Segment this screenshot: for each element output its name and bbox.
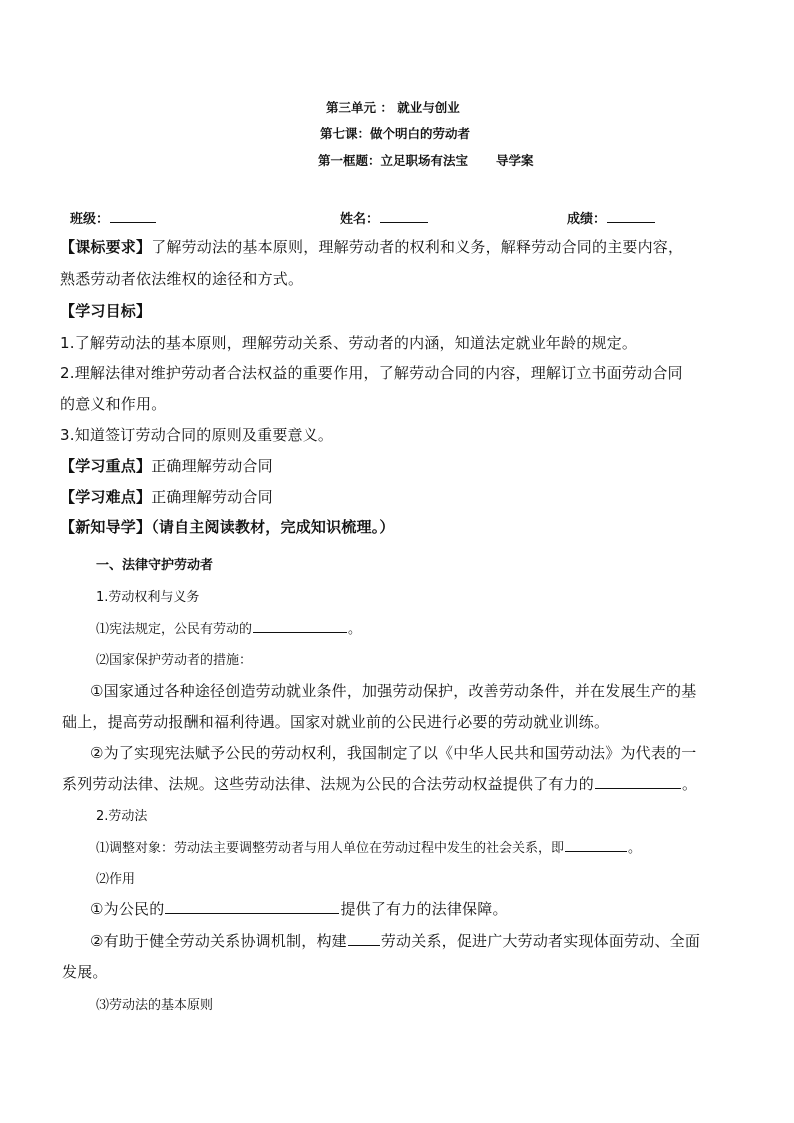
- goals-label: 【学习目标】: [60, 302, 152, 320]
- score-blank[interactable]: [607, 208, 655, 223]
- item-function: ⑵作用: [96, 872, 136, 887]
- score-field[interactable]: [567, 208, 656, 227]
- fill-blank-2[interactable]: [595, 774, 681, 789]
- fill-blank-4[interactable]: [165, 899, 339, 914]
- fill-blank-5[interactable]: [348, 931, 380, 946]
- guide-label: 【新知导学】: [60, 518, 152, 536]
- function-1: ①为公民的 提供了有力的法律保障。: [90, 900, 508, 918]
- score-label: 成绩：: [567, 212, 607, 227]
- class-field[interactable]: [70, 208, 157, 227]
- key-label: 【学习重点】: [60, 457, 152, 475]
- difficulty-point: [60, 486, 273, 507]
- frame-title-text: 第一框题：立足职场有法宝: [318, 153, 469, 168]
- goal-2-line-2: 的意义和作用。: [60, 395, 167, 413]
- frame-title: [318, 151, 534, 169]
- standard-line-1: [60, 236, 683, 257]
- standard-line-2: 熟悉劳动者依法维权的途径和方式。: [60, 270, 304, 288]
- difficulty-text: 正确理解劳动合同: [151, 488, 273, 506]
- unit-title: 第三单元 ： 就业与创业: [326, 100, 460, 115]
- measure-1-line-1: ①国家通过各种途径创造劳动就业条件，加强劳动保护，改善劳动条件，并在发展生产的基: [90, 682, 697, 700]
- name-label: 姓名：: [340, 212, 380, 227]
- name-blank[interactable]: [380, 208, 428, 223]
- section-1-heading: 一、法律守护劳动者: [96, 558, 214, 573]
- fill-blank-1[interactable]: [253, 618, 347, 633]
- subsection-2: 2.劳动法: [96, 809, 148, 824]
- key-text: 正确理解劳动合同: [151, 457, 273, 475]
- standard-label: 【课标要求】: [60, 238, 152, 256]
- fill-blank-3[interactable]: [565, 837, 627, 852]
- class-label: 班级：: [70, 212, 110, 227]
- subsection-1: 1.劳动权利与义务: [96, 590, 200, 605]
- standard-text-1: 了解劳动法的基本原则，理解劳动者的权利和义务，解释劳动合同的主要内容，: [151, 238, 684, 256]
- key-point: [60, 455, 273, 476]
- lesson-title: 第七课：做个明白的劳动者: [320, 126, 471, 141]
- study-guide-tag: 导学案: [496, 153, 534, 168]
- measure-1-line-2: 础上，提高劳动报酬和福利待遇。国家对就业前的公民进行必要的劳动就业训练。: [62, 713, 610, 731]
- item-2: ⑵国家保护劳动者的措施：: [96, 653, 253, 668]
- goal-2-line-1: 2.理解法律对维护劳动者合法权益的重要作用，了解劳动合同的内容，理解订立书面劳动合同: [60, 364, 683, 382]
- function-2-line-1: ②有助于健全劳动关系协调机制，构建 劳动关系，促进广大劳动者实现体面劳动、全面: [90, 932, 701, 950]
- measure-2-line-2: 系列劳动法律、法规。这些劳动法律、法规为公民的合法劳动权益提供了有力的 。: [62, 775, 698, 793]
- guide-note: （请自主阅读教材，完成知识梳理。）: [151, 518, 395, 536]
- class-blank[interactable]: [110, 208, 156, 223]
- goal-3: 3.知道签订劳动合同的原则及重要意义。: [60, 426, 334, 444]
- goal-1: 1.了解劳动法的基本原则，理解劳动关系、劳动者的内涵，知道法定就业年龄的规定。: [60, 334, 638, 352]
- name-field[interactable]: [340, 208, 429, 227]
- measure-2-line-1: ②为了实现宪法赋予公民的劳动权利，我国制定了以《中华人民共和国劳动法》为代表的一: [90, 744, 697, 762]
- item-adjust-object: ⑴调整对象：劳动法主要调整劳动者与用人单位在劳动过程中发生的社会关系，即 。: [96, 837, 641, 856]
- item-basic-principles: ⑶劳动法的基本原则: [96, 998, 214, 1013]
- guide-heading: [60, 516, 395, 537]
- difficulty-label: 【学习难点】: [60, 488, 152, 506]
- function-2-line-2: 发展。: [62, 963, 108, 981]
- item-1: ⑴宪法规定，公民有劳动的 。: [96, 618, 361, 637]
